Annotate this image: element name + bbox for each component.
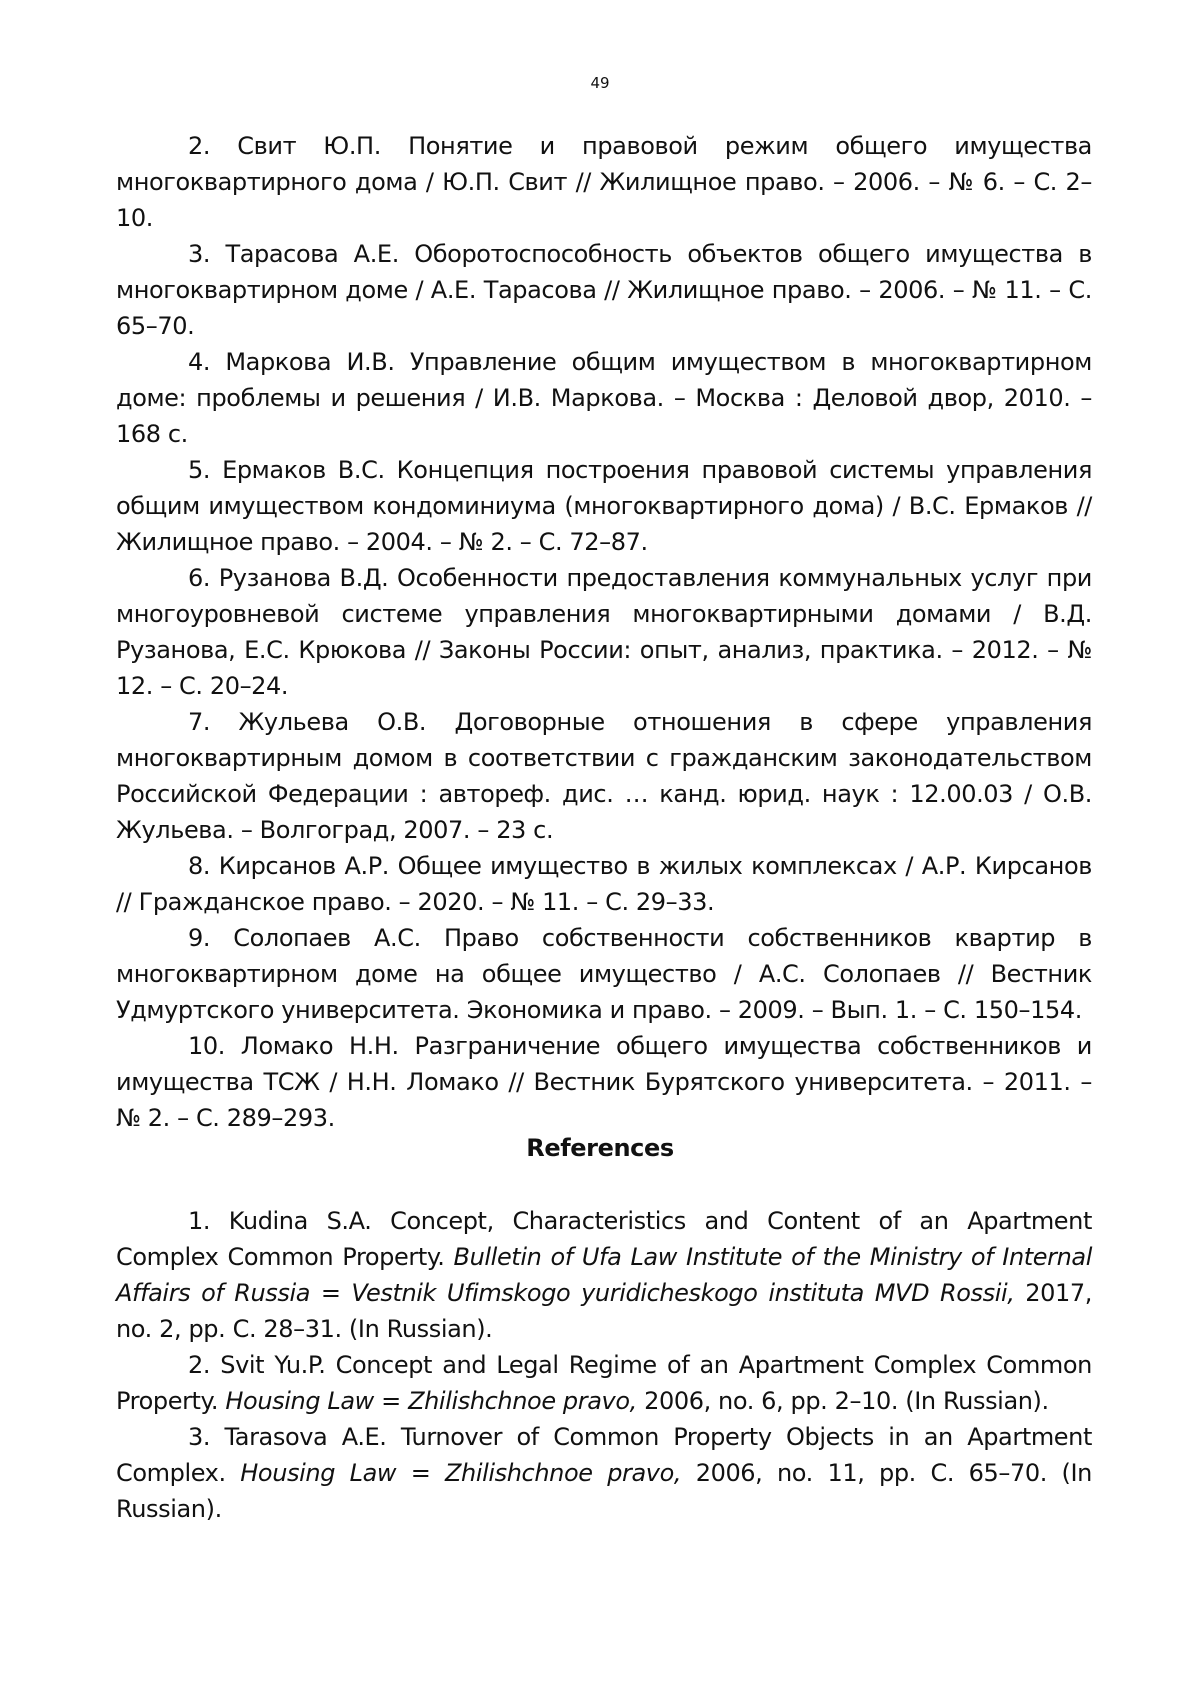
reference-item xyxy=(116,1203,1092,1347)
reference-lead: 1. Kudina S.A. Concept, Characteristics and Content of an Apartment Complex Common Property. xyxy=(116,1207,1092,1271)
references-heading: References xyxy=(526,1134,674,1162)
reference-item xyxy=(116,1419,1092,1527)
reference-item: 10. Ломако Н.Н. Разграничение общего имущества собственников и имущества ТСЖ / Н.Н. Ломако // Вестник Бурятского университета. – 2011. – № 2. – С. 289–293. xyxy=(116,1032,1092,1132)
reference-item: 5. Ермаков В.С. Концепция построения правовой системы управления общим имуществом кондоминиума (многоквартирного дома) / В.С. Ермаков // Жилищное право. – 2004. – № 2. – С. 72–87. xyxy=(116,456,1092,556)
russian-reference-list xyxy=(116,128,1092,1136)
reference-lead: 3. Tarasova A.E. Turnover of Common Property Objects in an Apartment Complex. xyxy=(116,1423,1092,1487)
reference-journal: Bulletin of Ufa Law Institute of the Ministry of Internal Affairs of Russia = Vestnik Ufimskogo yuridicheskogo instituta MVD Rossii, xyxy=(116,1243,1093,1307)
reference-tail: 2006, no. 11, pp. C. 65–70. (In Russian). xyxy=(116,1459,1092,1523)
reference-item: 6. Рузанова В.Д. Особенности предоставления коммунальных услуг при многоуровневой системе управления многоквартирными домами / В.Д. Рузанова, Е.С. Крюкова // Законы России: опыт, анализ, практика. – 2012. – № 12. – С. 20–24. xyxy=(116,564,1092,700)
english-reference-list xyxy=(116,1203,1092,1527)
page-number: 49 xyxy=(590,74,610,92)
reference-item: 9. Солопаев А.С. Право собственности собственников квартир в многоквартирном доме на общее имущество / А.С. Солопаев // Вестник Удмуртского университета. Экономика и право. – 2009. – Вып. 1. – С. 150–154. xyxy=(116,924,1092,1024)
reference-item: 8. Кирсанов А.Р. Общее имущество в жилых комплексах / А.Р. Кирсанов // Гражданское право. – 2020. – № 11. – С. 29–33. xyxy=(116,852,1092,916)
reference-item: 4. Маркова И.В. Управление общим имуществом в многоквартирном доме: проблемы и решения / И.В. Маркова. – Москва : Деловой двор, 2010. – 168 с. xyxy=(116,348,1092,448)
reference-tail: 2017, no. 2, pp. C. 28–31. (In Russian). xyxy=(116,1279,1092,1343)
reference-item: 3. Тарасова А.Е. Оборотоспособность объектов общего имущества в многоквартирном доме / А.Е. Тарасова // Жилищное право. – 2006. – № 11. – С. 65–70. xyxy=(116,240,1092,340)
reference-item xyxy=(116,1347,1092,1419)
reference-journal: Housing Law = Zhilishchnoe pravo, xyxy=(240,1459,682,1487)
reference-lead: 2. Svit Yu.P. Concept and Legal Regime of an Apartment Complex Common Property. xyxy=(116,1351,1092,1415)
reference-item: 7. Жульева О.В. Договорные отношения в сфере управления многоквартирным домом в соответствии с гражданским законодательством Российской Федерации : автореф. дис. … канд. юрид. наук : 12.00.03 / О.В. Жульева. – Волгоград, 2007. – 23 с. xyxy=(116,708,1092,844)
reference-journal: Housing Law = Zhilishchnoe pravo, xyxy=(225,1387,637,1415)
reference-item: 2. Свит Ю.П. Понятие и правовой режим общего имущества многоквартирного дома / Ю.П. Свит // Жилищное право. – 2006. – № 6. – С. 2–10. xyxy=(116,132,1092,232)
reference-tail: 2006, no. 6, pp. 2–10. (In Russian). xyxy=(636,1387,1049,1415)
